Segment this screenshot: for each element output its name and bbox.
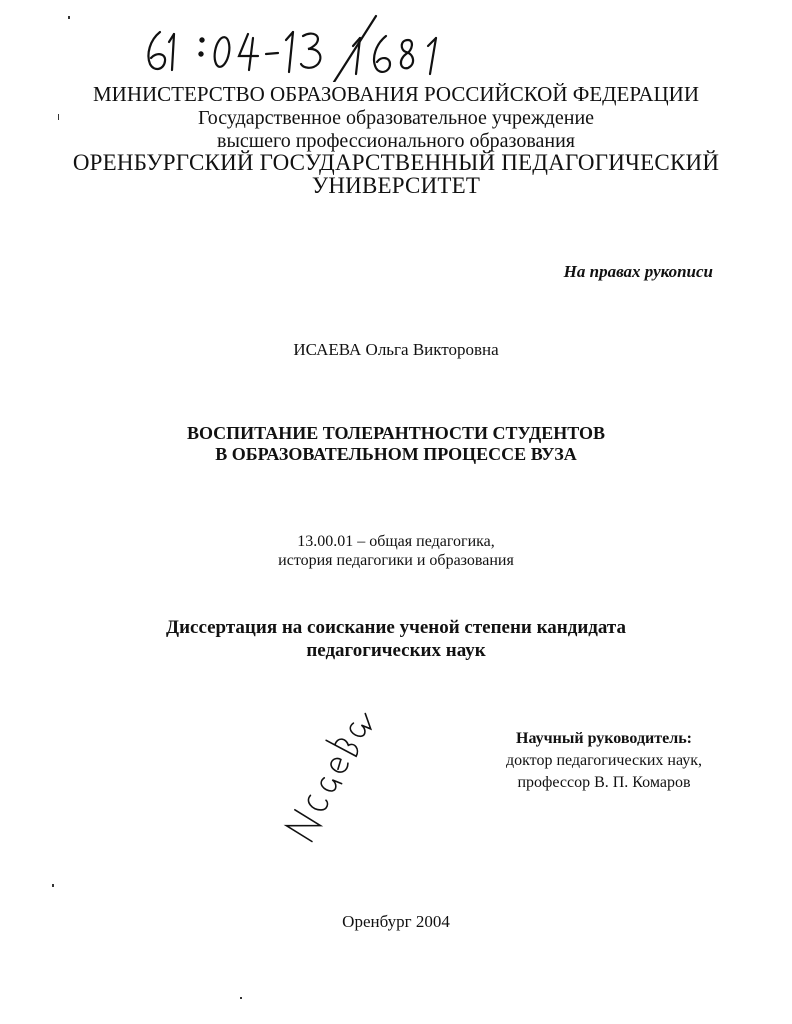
university-line-1: ОРЕНБУРГСКИЙ ГОСУДАРСТВЕННЫЙ ПЕДАГОГИЧЕСКИЙ <box>72 150 720 175</box>
city-year: Оренбург 2004 <box>342 912 450 931</box>
scan-speck <box>240 997 242 999</box>
specialty-line-2: история педагогики и образования <box>278 552 514 569</box>
archive-number-handwritten <box>138 12 458 82</box>
supervisor-degree: доктор педагогических наук, <box>505 752 703 769</box>
author-name: ИСАЕВА Ольга Викторовна <box>293 340 499 359</box>
scan-speck <box>52 884 54 887</box>
supervisor-block <box>474 728 734 794</box>
dissertation-title-line-1: ВОСПИТАНИЕ ТОЛЕРАНТНОСТИ СТУДЕНТОВ <box>186 423 606 443</box>
ministry-line: МИНИСТЕРСТВО ОБРАЗОВАНИЯ РОССИЙСКОЙ ФЕДЕРАЦИИ <box>92 82 699 106</box>
scan-speck <box>68 16 70 19</box>
dissertation-title-line-2: В ОБРАЗОВАТЕЛЬНОМ ПРОЦЕССЕ ВУЗА <box>215 444 577 464</box>
institution-type-line-2: высшего профессионального образования <box>217 130 575 152</box>
institution-type-line-1: Государственное образовательное учреждение <box>197 107 595 129</box>
dissertation-degree-line-1: Диссертация на соискание ученой степени кандидата <box>166 617 626 638</box>
manuscript-rights: На правах рукописи <box>563 262 713 281</box>
university-line-2: УНИВЕРСИТЕТ <box>311 173 481 198</box>
supervisor-name: профессор В. П. Комаров <box>517 774 691 791</box>
specialty-line-1: 13.00.01 – общая педагогика, <box>297 533 495 550</box>
supervisor-heading: Научный руководитель: <box>516 730 692 747</box>
dissertation-degree-line-2: педагогических наук <box>306 640 486 661</box>
author-signature <box>276 700 396 850</box>
